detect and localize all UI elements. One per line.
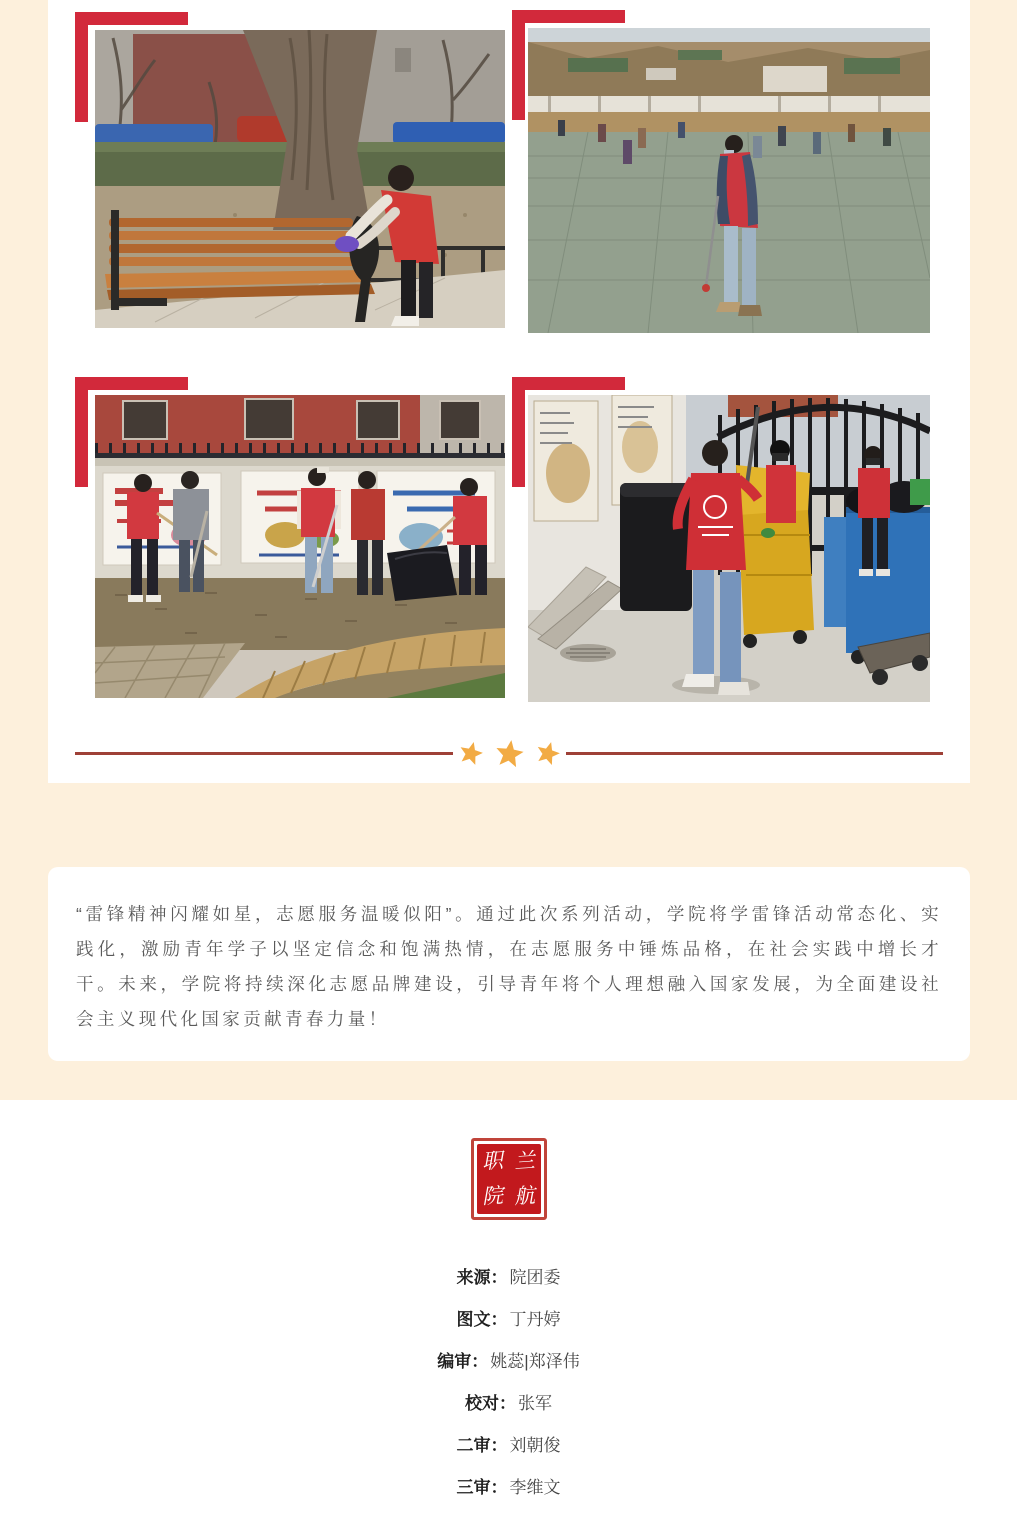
seal-char-top-right: 兰 — [513, 1148, 536, 1174]
photo-grid-panel — [48, 0, 970, 783]
trash-bins-illustration — [528, 395, 930, 702]
star-icon — [531, 737, 563, 769]
divider-line-right — [566, 752, 944, 755]
credit-value: 张军 — [518, 1394, 552, 1413]
credit-label: 校对： — [465, 1394, 516, 1413]
summary-paragraph: “雷锋精神闪耀如星，志愿服务温暖似阳”。通过此次系列活动，学院将学雷锋活动常态化、实践化，激励青年学子以坚定信念和饱满热情，在志愿服务中锤炼品格，在社会实践中增长才干。未来，学院将持续深化志愿品牌建设，引导青年将个人理想融入国家发展，为全面建设社会主义现代化国家贡献青春力量！ — [76, 904, 942, 1029]
seal-char-bottom-left: 院 — [481, 1183, 504, 1209]
footer-section — [0, 1100, 1017, 1528]
credit-label: 图文： — [456, 1310, 508, 1329]
credit-value: 丁丹婷 — [509, 1310, 561, 1329]
credits-list — [0, 1257, 1017, 1509]
credit-row-third-review — [0, 1467, 1017, 1509]
seal-inner-square — [477, 1144, 541, 1214]
seal-char-bottom-right: 航 — [513, 1183, 536, 1209]
star-divider — [75, 740, 943, 766]
plaza-illustration — [528, 28, 930, 333]
credit-row-proofread — [0, 1383, 1017, 1425]
photo-garden-clean[interactable] — [95, 395, 505, 698]
credit-row-text-photo — [0, 1299, 1017, 1341]
divider-line-left — [75, 752, 453, 755]
photo-trash-bins[interactable] — [528, 395, 930, 702]
star-icon — [455, 737, 487, 769]
credit-label: 编审： — [437, 1352, 489, 1371]
photo-park-bench[interactable] — [95, 30, 505, 328]
credit-value: 刘朝俊 — [509, 1436, 561, 1455]
credit-label: 来源： — [456, 1268, 508, 1287]
photo-plaza-litter[interactable] — [528, 28, 930, 333]
credit-row-source — [0, 1257, 1017, 1299]
college-seal-logo — [471, 1138, 547, 1220]
summary-card — [48, 867, 970, 1061]
credit-label: 二审： — [456, 1436, 508, 1455]
seal-char-top-left: 职 — [481, 1148, 504, 1174]
credit-value: 院团委 — [509, 1268, 561, 1287]
park-bench-illustration — [95, 30, 505, 328]
credit-value: 李维文 — [509, 1478, 561, 1497]
garden-illustration — [95, 395, 505, 698]
credit-row-editor — [0, 1341, 1017, 1383]
star-icon — [491, 735, 526, 770]
credit-row-second-review — [0, 1425, 1017, 1467]
credit-value: 姚蕊|郑泽伟 — [490, 1352, 580, 1371]
credit-label: 三审： — [456, 1478, 508, 1497]
